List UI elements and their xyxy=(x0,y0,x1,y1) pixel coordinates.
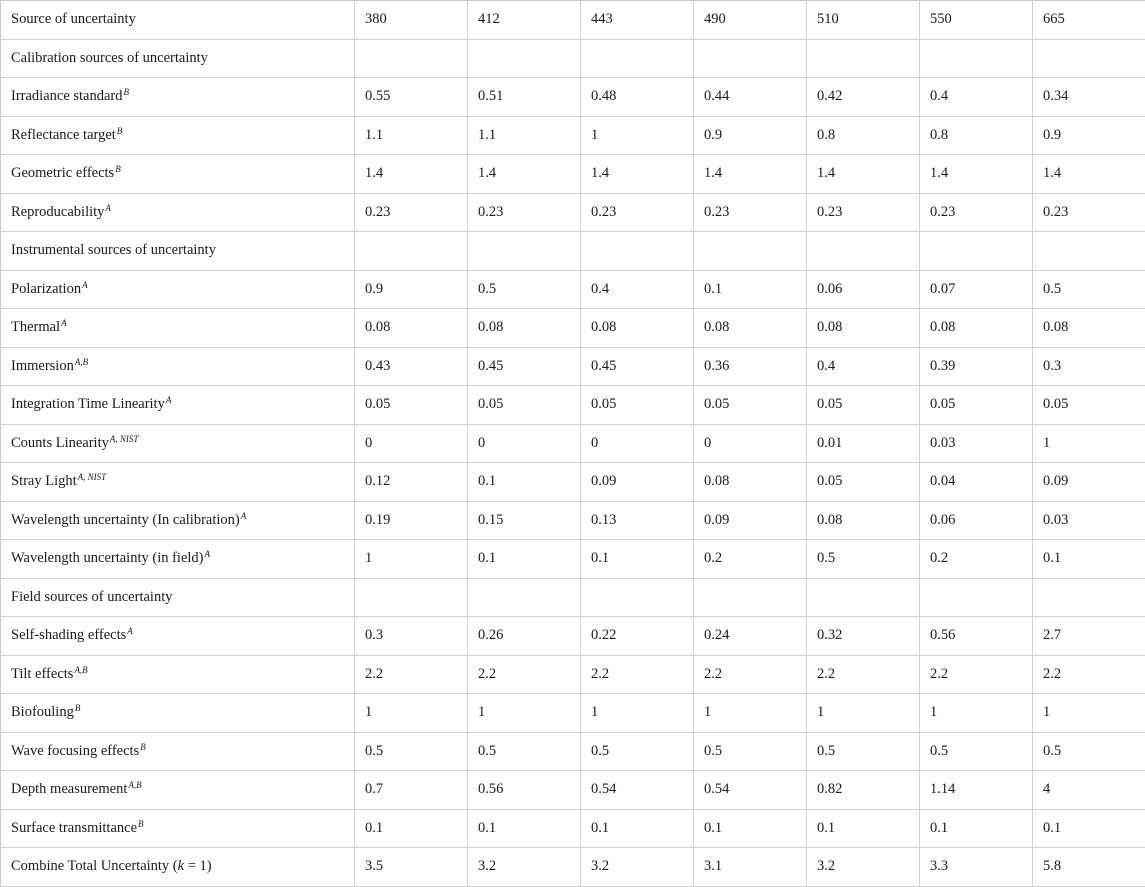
value-cell xyxy=(920,578,1033,617)
value-cell xyxy=(581,232,694,271)
footnote-marker: A xyxy=(166,395,172,405)
table-row xyxy=(1,424,1145,463)
row-label: Thermal xyxy=(11,319,60,335)
value-cell: 0.51 xyxy=(468,78,581,117)
value-cell: 0.8 xyxy=(920,116,1033,155)
value-cell xyxy=(355,39,468,78)
value-cell: 0.09 xyxy=(1033,463,1145,502)
table-row xyxy=(1,39,1145,78)
value-cell: 1 xyxy=(694,694,807,733)
table-row xyxy=(1,386,1145,425)
value-cell: 0.08 xyxy=(355,309,468,348)
row-label: Immersion xyxy=(11,358,74,374)
footnote-marker: A xyxy=(205,549,211,559)
value-cell: 1.1 xyxy=(355,116,468,155)
total-row xyxy=(1,848,1145,887)
value-cell xyxy=(807,232,920,271)
row-label-cell xyxy=(1,309,355,348)
value-cell xyxy=(1033,39,1145,78)
row-label-cell xyxy=(1,655,355,694)
value-cell: 1 xyxy=(920,694,1033,733)
footnote-marker: B xyxy=(138,819,144,829)
value-cell: 0.1 xyxy=(581,540,694,579)
value-cell: 0.45 xyxy=(581,347,694,386)
header-cell: Source of uncertainty xyxy=(1,1,355,40)
row-label: Wavelength uncertainty (in field) xyxy=(11,550,204,566)
value-cell: 0.03 xyxy=(920,424,1033,463)
table-row xyxy=(1,578,1145,617)
value-cell: 0.12 xyxy=(355,463,468,502)
value-cell: 0.05 xyxy=(694,386,807,425)
table-row xyxy=(1,540,1145,579)
value-cell xyxy=(468,39,581,78)
table-row xyxy=(1,116,1145,155)
footnote-marker: B xyxy=(75,703,81,713)
total-label-cell xyxy=(1,848,355,887)
value-cell xyxy=(355,578,468,617)
value-cell: 0.82 xyxy=(807,771,920,810)
value-cell: 1 xyxy=(1033,694,1145,733)
value-cell xyxy=(807,578,920,617)
row-label-cell xyxy=(1,617,355,656)
value-cell: 0.42 xyxy=(807,78,920,117)
row-label: Calibration sources of uncertainty xyxy=(11,50,208,66)
row-label: Geometric effects xyxy=(11,165,114,181)
header-cell: 550 xyxy=(920,1,1033,40)
row-label: Reproducability xyxy=(11,204,104,220)
value-cell: 0.7 xyxy=(355,771,468,810)
value-cell: 0.39 xyxy=(920,347,1033,386)
value-cell: 0.2 xyxy=(694,540,807,579)
row-label: Field sources of uncertainty xyxy=(11,589,172,605)
footnote-marker: A xyxy=(82,280,88,290)
table-row xyxy=(1,232,1145,271)
value-cell: 2.2 xyxy=(694,655,807,694)
footnote-marker: B xyxy=(115,164,121,174)
value-cell: 1 xyxy=(1033,424,1145,463)
footnote-marker: A, NIST xyxy=(78,472,107,482)
row-label-cell xyxy=(1,501,355,540)
value-cell: 0.07 xyxy=(920,270,1033,309)
footnote-marker: A,B xyxy=(75,357,88,367)
value-cell xyxy=(1033,232,1145,271)
value-cell: 0 xyxy=(355,424,468,463)
value-cell xyxy=(581,578,694,617)
value-cell: 0.05 xyxy=(807,386,920,425)
value-cell: 1 xyxy=(807,694,920,733)
row-label-cell xyxy=(1,39,355,78)
value-cell: 0.5 xyxy=(355,732,468,771)
total-value-cell: 3.2 xyxy=(581,848,694,887)
value-cell: 1.14 xyxy=(920,771,1033,810)
value-cell: 0.06 xyxy=(920,501,1033,540)
value-cell: 0.23 xyxy=(694,193,807,232)
row-label-cell xyxy=(1,540,355,579)
row-label: Reflectance target xyxy=(11,127,116,143)
value-cell: 0.1 xyxy=(468,463,581,502)
row-label-cell xyxy=(1,116,355,155)
value-cell xyxy=(694,578,807,617)
total-value-cell: 3.2 xyxy=(807,848,920,887)
table-row xyxy=(1,501,1145,540)
value-cell: 2.2 xyxy=(468,655,581,694)
value-cell: 0.1 xyxy=(920,809,1033,848)
table-body xyxy=(1,1,1145,887)
value-cell: 0.9 xyxy=(694,116,807,155)
value-cell: 0.5 xyxy=(694,732,807,771)
value-cell: 0.1 xyxy=(355,809,468,848)
value-cell: 0.08 xyxy=(581,309,694,348)
value-cell: 0.26 xyxy=(468,617,581,656)
row-label-cell xyxy=(1,732,355,771)
value-cell: 0.1 xyxy=(468,809,581,848)
table-row xyxy=(1,809,1145,848)
value-cell: 2.2 xyxy=(1033,655,1145,694)
value-cell: 4 xyxy=(1033,771,1145,810)
value-cell: 2.2 xyxy=(581,655,694,694)
value-cell: 0.55 xyxy=(355,78,468,117)
value-cell: 1.4 xyxy=(694,155,807,194)
value-cell: 1 xyxy=(581,694,694,733)
footnote-marker: A xyxy=(105,203,111,213)
value-cell: 0.01 xyxy=(807,424,920,463)
value-cell: 0.5 xyxy=(920,732,1033,771)
value-cell: 0 xyxy=(694,424,807,463)
value-cell: 0.06 xyxy=(807,270,920,309)
footnote-marker: B xyxy=(124,87,130,97)
row-label-cell xyxy=(1,270,355,309)
value-cell: 0 xyxy=(468,424,581,463)
value-cell: 1 xyxy=(581,116,694,155)
value-cell: 2.2 xyxy=(920,655,1033,694)
header-cell: 490 xyxy=(694,1,807,40)
row-label-cell xyxy=(1,463,355,502)
footnote-marker: B xyxy=(117,126,123,136)
value-cell: 0.54 xyxy=(581,771,694,810)
value-cell: 0.1 xyxy=(694,809,807,848)
value-cell: 0.04 xyxy=(920,463,1033,502)
value-cell: 0.9 xyxy=(355,270,468,309)
value-cell xyxy=(694,39,807,78)
value-cell: 0 xyxy=(581,424,694,463)
value-cell: 0.08 xyxy=(1033,309,1145,348)
value-cell: 0.32 xyxy=(807,617,920,656)
value-cell: 0.05 xyxy=(355,386,468,425)
value-cell: 0.5 xyxy=(1033,732,1145,771)
value-cell xyxy=(581,39,694,78)
value-cell: 0.5 xyxy=(1033,270,1145,309)
value-cell: 1.4 xyxy=(920,155,1033,194)
value-cell: 0.08 xyxy=(920,309,1033,348)
value-cell: 0.44 xyxy=(694,78,807,117)
value-cell xyxy=(807,39,920,78)
value-cell: 0.05 xyxy=(581,386,694,425)
total-label-part: Combine Total Uncertainty ( xyxy=(11,858,178,874)
value-cell: 0.9 xyxy=(1033,116,1145,155)
table-row xyxy=(1,193,1145,232)
table-row xyxy=(1,617,1145,656)
value-cell: 0.4 xyxy=(581,270,694,309)
total-value-cell: 3.2 xyxy=(468,848,581,887)
value-cell: 0.56 xyxy=(920,617,1033,656)
row-label-cell xyxy=(1,578,355,617)
footnote-marker: A xyxy=(61,318,67,328)
value-cell: 2.2 xyxy=(355,655,468,694)
value-cell: 0.1 xyxy=(581,809,694,848)
value-cell: 1.4 xyxy=(807,155,920,194)
value-cell: 0.5 xyxy=(468,270,581,309)
row-label: Wave focusing effects xyxy=(11,743,139,759)
total-value-cell: 3.3 xyxy=(920,848,1033,887)
value-cell: 1.4 xyxy=(581,155,694,194)
row-label: Tilt effects xyxy=(11,666,73,682)
value-cell: 0.1 xyxy=(468,540,581,579)
row-label-cell xyxy=(1,232,355,271)
value-cell: 0.1 xyxy=(807,809,920,848)
row-label: Biofouling xyxy=(11,704,74,720)
value-cell: 2.7 xyxy=(1033,617,1145,656)
value-cell: 0.34 xyxy=(1033,78,1145,117)
value-cell xyxy=(355,232,468,271)
value-cell: 0.03 xyxy=(1033,501,1145,540)
total-label-part: = 1) xyxy=(184,858,212,874)
value-cell: 0.54 xyxy=(694,771,807,810)
value-cell: 0.05 xyxy=(807,463,920,502)
value-cell xyxy=(920,232,1033,271)
value-cell: 0.23 xyxy=(807,193,920,232)
value-cell: 0.1 xyxy=(1033,809,1145,848)
row-label: Depth measurement xyxy=(11,781,127,797)
value-cell: 0.8 xyxy=(807,116,920,155)
value-cell: 1 xyxy=(355,540,468,579)
value-cell: 0.1 xyxy=(1033,540,1145,579)
value-cell: 0.5 xyxy=(468,732,581,771)
row-label: Wavelength uncertainty (In calibration) xyxy=(11,512,240,528)
row-label-cell xyxy=(1,78,355,117)
total-value-cell: 5.8 xyxy=(1033,848,1145,887)
value-cell: 0.05 xyxy=(920,386,1033,425)
value-cell xyxy=(468,578,581,617)
row-label-cell xyxy=(1,424,355,463)
table-row xyxy=(1,347,1145,386)
table-row xyxy=(1,694,1145,733)
row-label: Self-shading effects xyxy=(11,627,126,643)
value-cell: 0.56 xyxy=(468,771,581,810)
value-cell: 0.4 xyxy=(807,347,920,386)
table-row xyxy=(1,155,1145,194)
value-cell: 0.08 xyxy=(694,309,807,348)
value-cell xyxy=(468,232,581,271)
value-cell: 1.1 xyxy=(468,116,581,155)
table-row xyxy=(1,78,1145,117)
row-label-cell xyxy=(1,809,355,848)
value-cell: 0.45 xyxy=(468,347,581,386)
value-cell: 0.09 xyxy=(581,463,694,502)
row-label-cell xyxy=(1,771,355,810)
value-cell: 0.05 xyxy=(468,386,581,425)
value-cell: 0.19 xyxy=(355,501,468,540)
value-cell: 0.4 xyxy=(920,78,1033,117)
value-cell: 1.4 xyxy=(355,155,468,194)
header-cell: 443 xyxy=(581,1,694,40)
value-cell: 0.23 xyxy=(1033,193,1145,232)
row-label-cell xyxy=(1,694,355,733)
header-cell: 665 xyxy=(1033,1,1145,40)
value-cell: 1.4 xyxy=(468,155,581,194)
table-row xyxy=(1,270,1145,309)
value-cell: 0.05 xyxy=(1033,386,1145,425)
value-cell: 0.48 xyxy=(581,78,694,117)
row-label: Irradiance standard xyxy=(11,88,123,104)
value-cell xyxy=(920,39,1033,78)
value-cell: 0.43 xyxy=(355,347,468,386)
value-cell xyxy=(694,232,807,271)
value-cell: 0.08 xyxy=(468,309,581,348)
value-cell: 1 xyxy=(355,694,468,733)
value-cell: 0.24 xyxy=(694,617,807,656)
value-cell: 0.08 xyxy=(807,309,920,348)
value-cell: 0.22 xyxy=(581,617,694,656)
table-row xyxy=(1,771,1145,810)
total-value-cell: 3.5 xyxy=(355,848,468,887)
value-cell: 0.08 xyxy=(807,501,920,540)
row-label: Polarization xyxy=(11,281,81,297)
value-cell: 0.2 xyxy=(920,540,1033,579)
total-label-part: k xyxy=(178,858,184,874)
row-label: Counts Linearity xyxy=(11,435,109,451)
header-cell: 380 xyxy=(355,1,468,40)
value-cell: 0.5 xyxy=(807,732,920,771)
row-label: Instrumental sources of uncertainty xyxy=(11,242,216,258)
value-cell: 1.4 xyxy=(1033,155,1145,194)
row-label: Integration Time Linearity xyxy=(11,396,165,412)
value-cell: 0.3 xyxy=(355,617,468,656)
header-cell: 510 xyxy=(807,1,920,40)
value-cell: 0.23 xyxy=(468,193,581,232)
row-label-cell xyxy=(1,193,355,232)
value-cell: 0.1 xyxy=(694,270,807,309)
row-label-cell xyxy=(1,347,355,386)
total-value-cell: 3.1 xyxy=(694,848,807,887)
table-row xyxy=(1,655,1145,694)
footnote-marker: A,B xyxy=(128,780,141,790)
value-cell xyxy=(1033,578,1145,617)
header-cell: 412 xyxy=(468,1,581,40)
table-row xyxy=(1,463,1145,502)
value-cell: 0.15 xyxy=(468,501,581,540)
footnote-marker: A,B xyxy=(74,665,87,675)
table-row xyxy=(1,732,1145,771)
value-cell: 0.5 xyxy=(581,732,694,771)
header-row xyxy=(1,1,1145,40)
footnote-marker: B xyxy=(140,742,146,752)
value-cell: 1 xyxy=(468,694,581,733)
value-cell: 0.08 xyxy=(694,463,807,502)
value-cell: 0.23 xyxy=(355,193,468,232)
row-label: Surface transmittance xyxy=(11,820,137,836)
value-cell: 0.09 xyxy=(694,501,807,540)
table-row xyxy=(1,309,1145,348)
row-label-cell xyxy=(1,386,355,425)
value-cell: 0.23 xyxy=(920,193,1033,232)
footnote-marker: A, NIST xyxy=(110,434,139,444)
row-label-cell xyxy=(1,155,355,194)
value-cell: 0.23 xyxy=(581,193,694,232)
footnote-marker: A xyxy=(127,626,133,636)
value-cell: 0.13 xyxy=(581,501,694,540)
value-cell: 2.2 xyxy=(807,655,920,694)
footnote-marker: A xyxy=(241,511,247,521)
value-cell: 0.5 xyxy=(807,540,920,579)
value-cell: 0.36 xyxy=(694,347,807,386)
row-label: Stray Light xyxy=(11,473,77,489)
value-cell: 0.3 xyxy=(1033,347,1145,386)
